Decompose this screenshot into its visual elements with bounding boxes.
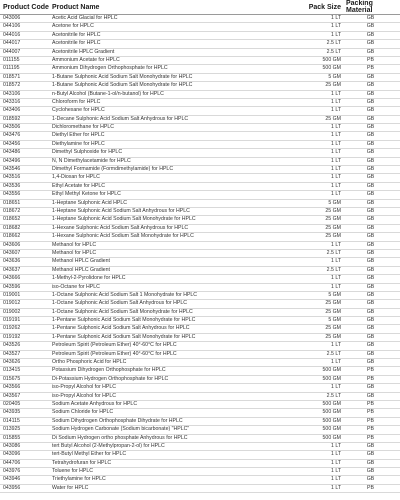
product-name-cell: 1-Octane Sulphonic Acid Sodium Salt 1 Monohydrate for HPLC <box>52 291 198 298</box>
product-code-cell: 043536 <box>3 182 21 189</box>
header-product-name: Product Name <box>52 3 100 11</box>
packing-material-cell: GB <box>366 291 375 298</box>
product-code-cell: 014115 <box>3 417 20 424</box>
packing-material-cell: GB <box>366 266 375 273</box>
table-row <box>0 216 400 224</box>
product-code-cell: 043406 <box>3 107 21 114</box>
table-row <box>0 183 400 191</box>
product-code-cell: 044007 <box>3 48 21 55</box>
pack-size-cell: 1 LT <box>331 124 341 131</box>
product-code-cell: 043106 <box>3 90 21 97</box>
packing-material-cell: GB <box>366 224 375 231</box>
table-row <box>0 409 400 417</box>
pack-size-cell: 1 LT <box>331 149 341 156</box>
pack-size-cell: 1 LT <box>331 191 341 198</box>
header-pack-size: Pack Size <box>308 3 341 11</box>
product-code-cell: 043606 <box>3 241 21 248</box>
product-code-cell: 018651 <box>3 199 21 206</box>
packing-material-cell: PB <box>367 484 374 491</box>
pack-size-cell: 500 GM <box>322 56 341 63</box>
product-name-cell: Petroleum Spirit (Petroleum Ether) 40°-60°C for HPLC <box>52 350 177 357</box>
table-row <box>0 351 400 359</box>
product-code-cell: 011195 <box>3 65 20 72</box>
packing-material-cell: PB <box>367 417 374 424</box>
packing-material-cell: GB <box>366 132 375 139</box>
product-name-cell: Methanol for HPLC <box>52 241 97 248</box>
pack-size-cell: 1 LT <box>331 359 341 366</box>
table-row <box>0 15 400 23</box>
product-name-cell: 1-Methyl-2-Pyrolidone for HPLC <box>52 275 126 282</box>
product-code-cell: 043637 <box>3 266 21 273</box>
product-name-cell: Ethyl Methyl Ketone for HPLC <box>52 191 121 198</box>
table-row <box>0 208 400 216</box>
product-code-cell: 019001 <box>3 291 21 298</box>
table-row <box>0 426 400 434</box>
product-name-cell: Water for HPLC <box>52 484 89 491</box>
packing-material-cell: GB <box>366 115 375 122</box>
packing-material-cell: GB <box>366 392 375 399</box>
product-code-cell: 043956 <box>3 484 21 491</box>
pack-size-cell: 1 LT <box>331 442 341 449</box>
product-name-cell: Ortho Phosphoric Acid for HPLC <box>52 359 127 366</box>
packing-material-cell: GB <box>366 308 375 315</box>
pack-size-cell: 500 GM <box>322 65 341 72</box>
table-row <box>0 174 400 182</box>
packing-material-cell: GB <box>366 107 375 114</box>
table-row <box>0 225 400 233</box>
product-name-cell: Ammonium Acetate for HPLC <box>52 56 120 63</box>
packing-material-cell: GB <box>366 48 375 55</box>
product-name-cell: 1-Pentane Sulphonic Acid Sodium Salt Monohydrate for HPLC <box>52 317 196 324</box>
product-code-cell: 013415 <box>3 367 21 374</box>
pack-size-cell: 25 GM <box>325 115 341 122</box>
table-row <box>0 74 400 82</box>
packing-material-cell: GB <box>366 325 375 332</box>
product-name-cell: 1-Pentane Sulphonic Acid Sodium Salt Monohydrate for HPLC <box>52 333 196 340</box>
product-name-cell: Di Sodium Hydrogen ortho phosphate Anhydrous for HPLC <box>52 434 188 441</box>
product-code-cell: 043556 <box>3 191 21 198</box>
product-code-cell: 044706 <box>3 459 21 466</box>
table-row <box>0 242 400 250</box>
pack-size-cell: 500 GM <box>322 417 341 424</box>
product-name-cell: Sodium Hydrogen Carbonate (Sodium bicarbonate) "HPLC" <box>52 426 190 433</box>
packing-material-cell: GB <box>366 174 375 181</box>
packing-material-cell: GB <box>366 82 375 89</box>
pack-size-cell: 25 GM <box>325 233 341 240</box>
packing-material-cell: GB <box>366 23 375 30</box>
pack-size-cell: 1 LT <box>331 258 341 265</box>
pack-size-cell: 25 GM <box>325 82 341 89</box>
product-code-cell: 044106 <box>3 23 21 30</box>
table-row <box>0 82 400 90</box>
product-name-cell: 1-Heptane Sulphonic Acid HPLC <box>52 199 127 206</box>
product-code-cell: 018662 <box>3 233 21 240</box>
packing-material-cell: PB <box>367 434 374 441</box>
product-name-cell: 1-Butane Sulphonic Acid Sodium Salt Monohydrate for HPLC <box>52 73 193 80</box>
pack-size-cell: 500 GM <box>322 426 341 433</box>
packing-material-cell: GB <box>366 140 375 147</box>
product-name-cell: Sodium Chloride for HPLC <box>52 409 114 416</box>
packing-material-cell: GB <box>366 31 375 38</box>
product-code-cell: 043566 <box>3 384 21 391</box>
product-code-cell: 018682 <box>3 224 21 231</box>
product-code-cell: 043607 <box>3 249 21 256</box>
product-code-cell: 020405 <box>3 400 21 407</box>
product-code-cell: 043316 <box>3 98 21 105</box>
product-name-cell: 1-Heptane Sulphonic Acid Sodium Salt Monohydrate for HPLC <box>52 216 196 223</box>
product-name-cell: Di-Potassium Hydrogen Orthophosphate for HPLC <box>52 375 169 382</box>
product-name-cell: Potassium Dihydrogen Orthophosphate for HPLC <box>52 367 166 374</box>
product-name-cell: Sodium Dihydrogen Orthophosphate Dihydrate for HPLC <box>52 417 183 424</box>
pack-size-cell: 1 LT <box>331 241 341 248</box>
table-row <box>0 141 400 149</box>
product-name-cell: Chloroform for HPLC <box>52 98 101 105</box>
product-name-cell: Cyclohexane for HPLC <box>52 107 105 114</box>
product-code-cell: 043086 <box>3 442 21 449</box>
product-name-cell: 1-Pentane Sulphonic Acid Sodium Salt Anhydrous for HPLC <box>52 325 190 332</box>
product-code-cell: 018672 <box>3 207 21 214</box>
packing-material-cell: GB <box>366 40 375 47</box>
pack-size-cell: 5 GM <box>328 291 341 298</box>
table-row <box>0 443 400 451</box>
product-code-cell: 043596 <box>3 283 21 290</box>
table-row <box>0 132 400 140</box>
packing-material-cell: PB <box>367 65 374 72</box>
packing-material-cell: GB <box>366 191 375 198</box>
table-body <box>0 15 400 493</box>
product-code-cell: 043666 <box>3 275 21 282</box>
pack-size-cell: 1 LT <box>331 140 341 147</box>
pack-size-cell: 1 LT <box>331 476 341 483</box>
product-name-cell: Tetrahydrofuran for HPLC <box>52 459 112 466</box>
table-row <box>0 258 400 266</box>
product-code-cell: 043626 <box>3 359 21 366</box>
table-row <box>0 91 400 99</box>
product-code-cell: 019262 <box>3 325 21 332</box>
pack-size-cell: 25 GM <box>325 207 341 214</box>
product-code-cell: 018572 <box>3 82 21 89</box>
product-code-cell: 011155 <box>3 56 20 63</box>
table-row <box>0 367 400 375</box>
table-row <box>0 401 400 409</box>
product-name-cell: 1-Butane Sulphonic Acid Sodium Salt Monohydrate for HPLC <box>52 82 193 89</box>
pack-size-cell: 1 LT <box>331 98 341 105</box>
table-row <box>0 40 400 48</box>
table-row <box>0 166 400 174</box>
table-row <box>0 233 400 241</box>
table-row <box>0 275 400 283</box>
packing-material-cell: GB <box>366 342 375 349</box>
pack-size-cell: 1 LT <box>331 484 341 491</box>
pack-size-cell: 5 GM <box>328 199 341 206</box>
table-row <box>0 451 400 459</box>
product-code-cell: 019192 <box>3 333 21 340</box>
pack-size-cell: 2.5 LT <box>326 266 341 273</box>
product-code-cell: 043527 <box>3 350 21 357</box>
pack-size-cell: 2.5 LT <box>326 40 341 47</box>
product-name-cell: 1-Hexane Sulphonic Acid Sodium Salt Monohydrate for HPLC <box>52 233 194 240</box>
table-row <box>0 65 400 73</box>
table-row <box>0 435 400 443</box>
packing-material-cell: PB <box>367 426 374 433</box>
table-row <box>0 200 400 208</box>
pack-size-cell: 2.5 LT <box>326 48 341 55</box>
product-name-cell: 1-Decane Sulphonic Acid Sodium Salt Anhydrous for HPLC <box>52 115 189 122</box>
packing-material-cell: PB <box>367 367 374 374</box>
packing-material-cell: GB <box>366 157 375 164</box>
product-name-cell: 1-Octane Sulphonic Acid Sodium Salt Anhydrous for HPLC <box>52 300 187 307</box>
packing-material-cell: PB <box>367 400 374 407</box>
product-name-cell: 1,4-Dioxan for HPLC <box>52 174 100 181</box>
pack-size-cell: 25 GM <box>325 308 341 315</box>
packing-material-cell: GB <box>366 384 375 391</box>
product-name-cell: Acetic Acid Glacial for HPLC <box>52 15 118 21</box>
product-name-cell: Acetonitrile for HPLC <box>52 40 101 47</box>
packing-material-cell: GB <box>366 249 375 256</box>
product-name-cell: Diethyl Ether for HPLC <box>52 132 105 139</box>
table-row <box>0 116 400 124</box>
product-name-cell: iso-Octane for HPLC <box>52 283 100 290</box>
packing-material-cell: GB <box>366 207 375 214</box>
product-name-cell: Methanol HPLC Gradient <box>52 266 110 273</box>
table-row <box>0 32 400 40</box>
table-row <box>0 23 400 31</box>
product-name-cell: N, N Dimethylacetamide for HPLC <box>52 157 131 164</box>
product-code-cell: 018592 <box>3 115 21 122</box>
product-code-cell: 019191 <box>3 317 21 324</box>
pack-size-cell: 1 LT <box>331 166 341 173</box>
product-name-cell: Methanol HPLC Gradient <box>52 258 110 265</box>
packing-material-cell: GB <box>366 359 375 366</box>
table-row <box>0 418 400 426</box>
table-row <box>0 107 400 115</box>
table-row <box>0 149 400 157</box>
table-row <box>0 124 400 132</box>
pack-size-cell: 25 GM <box>325 224 341 231</box>
pack-size-cell: 25 GM <box>325 300 341 307</box>
product-code-cell: 043546 <box>3 166 21 173</box>
pack-size-cell: 500 GM <box>322 367 341 374</box>
packing-material-cell: GB <box>366 166 375 173</box>
pack-size-cell: 500 GM <box>322 434 341 441</box>
product-name-cell: Acetone for HPLC <box>52 23 94 30</box>
product-code-cell: 043476 <box>3 132 21 139</box>
product-code-cell: 043456 <box>3 140 21 147</box>
table-row <box>0 476 400 484</box>
pack-size-cell: 1 LT <box>331 90 341 97</box>
packing-material-cell: PB <box>367 409 374 416</box>
pack-size-cell: 1 LT <box>331 107 341 114</box>
table-row <box>0 485 400 493</box>
pack-size-cell: 1 LT <box>331 451 341 458</box>
pack-size-cell: 1 LT <box>331 31 341 38</box>
product-code-cell: 043636 <box>3 258 21 265</box>
pack-size-cell: 1 LT <box>331 174 341 181</box>
product-name-cell: 1-Octane Sulphonic Acid Sodium Salt Monohydrate for HPLC <box>52 308 193 315</box>
packing-material-cell: GB <box>366 182 375 189</box>
pack-size-cell: 2.5 LT <box>326 249 341 256</box>
pack-size-cell: 1 LT <box>331 384 341 391</box>
product-code-cell: 015675 <box>3 375 21 382</box>
table-row <box>0 49 400 57</box>
packing-material-cell: GB <box>366 317 375 324</box>
pack-size-cell: 500 GM <box>322 375 341 382</box>
packing-material-cell: GB <box>366 442 375 449</box>
header-packing-material: Packing Material <box>346 0 373 14</box>
packing-material-cell: GB <box>366 124 375 131</box>
table-header <box>0 0 400 15</box>
product-name-cell: Acetonitrile HPLC Gradient <box>52 48 115 55</box>
packing-material-cell: GB <box>366 149 375 156</box>
pack-size-cell: 1 LT <box>331 468 341 475</box>
product-code-cell: 043516 <box>3 174 21 181</box>
table-row <box>0 267 400 275</box>
pack-size-cell: 25 GM <box>325 325 341 332</box>
pack-size-cell: 5 GM <box>328 73 341 80</box>
product-code-cell: 043946 <box>3 476 21 483</box>
product-code-cell: 043526 <box>3 342 21 349</box>
product-code-cell: 043096 <box>3 451 21 458</box>
packing-material-cell: GB <box>366 275 375 282</box>
pack-size-cell: 25 GM <box>325 216 341 223</box>
packing-material-cell: GB <box>366 241 375 248</box>
packing-material-cell: GB <box>366 283 375 290</box>
pack-size-cell: 1 LT <box>331 342 341 349</box>
pack-size-cell: 500 GM <box>322 409 341 416</box>
pack-size-cell: 5 GM <box>328 317 341 324</box>
pack-size-cell: 1 LT <box>331 283 341 290</box>
product-name-cell: n-Butyl Alcohol (Butane-1-ol/n-butanol) for HPLC <box>52 90 164 97</box>
product-name-cell: Ethyl Acetate for HPLC <box>52 182 106 189</box>
product-code-cell: 043567 <box>3 392 21 399</box>
table-row <box>0 342 400 350</box>
pack-size-cell: 1 LT <box>331 157 341 164</box>
pack-size-cell: 25 GM <box>325 333 341 340</box>
packing-material-cell: GB <box>366 90 375 97</box>
product-code-cell: 018652 <box>3 216 21 223</box>
product-code-cell: 043006 <box>3 15 21 21</box>
packing-material-cell: GB <box>366 216 375 223</box>
product-name-cell: tert Butyl Alcohol (2-Methylpropan-2-ol) for HPLC <box>52 442 165 449</box>
packing-material-cell: GB <box>366 350 375 357</box>
packing-material-cell: GB <box>366 199 375 206</box>
product-code-cell: 043486 <box>3 149 21 156</box>
pack-size-cell: 1 LT <box>331 23 341 30</box>
product-code-cell: 019002 <box>3 308 21 315</box>
product-name-cell: Diethylamine for HPLC <box>52 140 105 147</box>
product-code-cell: 019012 <box>3 300 21 307</box>
product-name-cell: Dimethyl Sulphoxide for HPLC <box>52 149 123 156</box>
pack-size-cell: 2.5 LT <box>326 350 341 357</box>
product-name-cell: Toluene for HPLC <box>52 468 93 475</box>
product-code-cell: 043976 <box>3 468 21 475</box>
table-row <box>0 99 400 107</box>
packing-material-cell: GB <box>366 459 375 466</box>
table-row <box>0 317 400 325</box>
packing-material-cell: GB <box>366 233 375 240</box>
product-code-cell: 044016 <box>3 31 21 38</box>
table-row <box>0 376 400 384</box>
product-code-cell: 015855 <box>3 434 21 441</box>
product-code-cell: 043496 <box>3 157 21 164</box>
packing-material-cell: GB <box>366 73 375 80</box>
packing-material-cell: GB <box>366 451 375 458</box>
product-name-cell: Sodium Acetate Anhydrous for HPLC <box>52 400 138 407</box>
table-row <box>0 300 400 308</box>
packing-material-cell: PB <box>367 375 374 382</box>
table-row <box>0 284 400 292</box>
product-code-cell: 018571 <box>3 73 21 80</box>
packing-material-cell: GB <box>366 476 375 483</box>
pack-size-cell: 500 GM <box>322 400 341 407</box>
packing-material-cell: GB <box>366 98 375 105</box>
table-row <box>0 57 400 65</box>
table-row <box>0 250 400 258</box>
packing-material-cell: GB <box>366 468 375 475</box>
packing-material-cell: PB <box>367 56 374 63</box>
product-name-cell: Dimethyl Formamide (Formdimethylamide) for HPLC <box>52 166 174 173</box>
product-name-cell: 1-Heptane Sulphonic Acid Sodium Salt Anhydrous for HPLC <box>52 207 190 214</box>
table-row <box>0 384 400 392</box>
product-name-cell: tert-Butyl Methyl Ether for HPLC <box>52 451 127 458</box>
product-name-cell: iso-Propyl Alcohol for HPLC <box>52 392 117 399</box>
table-row <box>0 468 400 476</box>
packing-material-cell: GB <box>366 333 375 340</box>
packing-material-cell: GB <box>366 258 375 265</box>
product-code-cell: 044017 <box>3 40 21 47</box>
table-row <box>0 309 400 317</box>
product-name-cell: Methanol for HPLC <box>52 249 97 256</box>
product-code-cell: 043935 <box>3 409 21 416</box>
table-row <box>0 460 400 468</box>
table-row <box>0 158 400 166</box>
product-code-cell: 043506 <box>3 124 21 131</box>
packing-material-cell: GB <box>366 15 375 21</box>
pack-size-cell: 1 LT <box>331 275 341 282</box>
table-row <box>0 359 400 367</box>
pack-size-cell: 1 LT <box>331 15 341 21</box>
packing-material-cell: GB <box>366 300 375 307</box>
product-name-cell: Petroleum Spirit (Petroleum Ether) 40°-60°C for HPLC <box>52 342 177 349</box>
table-row <box>0 334 400 342</box>
table-row <box>0 393 400 401</box>
table-row <box>0 325 400 333</box>
pack-size-cell: 1 LT <box>331 459 341 466</box>
product-name-cell: Dichloromethane for HPLC <box>52 124 114 131</box>
product-name-cell: Triethylamine for HPLC <box>52 476 106 483</box>
table-row <box>0 191 400 199</box>
table-row <box>0 292 400 300</box>
pack-size-cell: 1 LT <box>331 132 341 139</box>
product-name-cell: Acetonitrile for HPLC <box>52 31 101 38</box>
pack-size-cell: 1 LT <box>331 182 341 189</box>
product-name-cell: iso-Propyl Alcohol for HPLC <box>52 384 117 391</box>
pack-size-cell: 2.5 LT <box>326 392 341 399</box>
product-name-cell: Ammonium Dihydrogen Orthophosphate for HPLC <box>52 65 168 72</box>
product-code-cell: 013925 <box>3 426 21 433</box>
product-name-cell: 1-Hexane Sulphonic Acid Sodium Salt Anhydrous for HPLC <box>52 224 189 231</box>
header-product-code: Product Code <box>3 3 49 11</box>
